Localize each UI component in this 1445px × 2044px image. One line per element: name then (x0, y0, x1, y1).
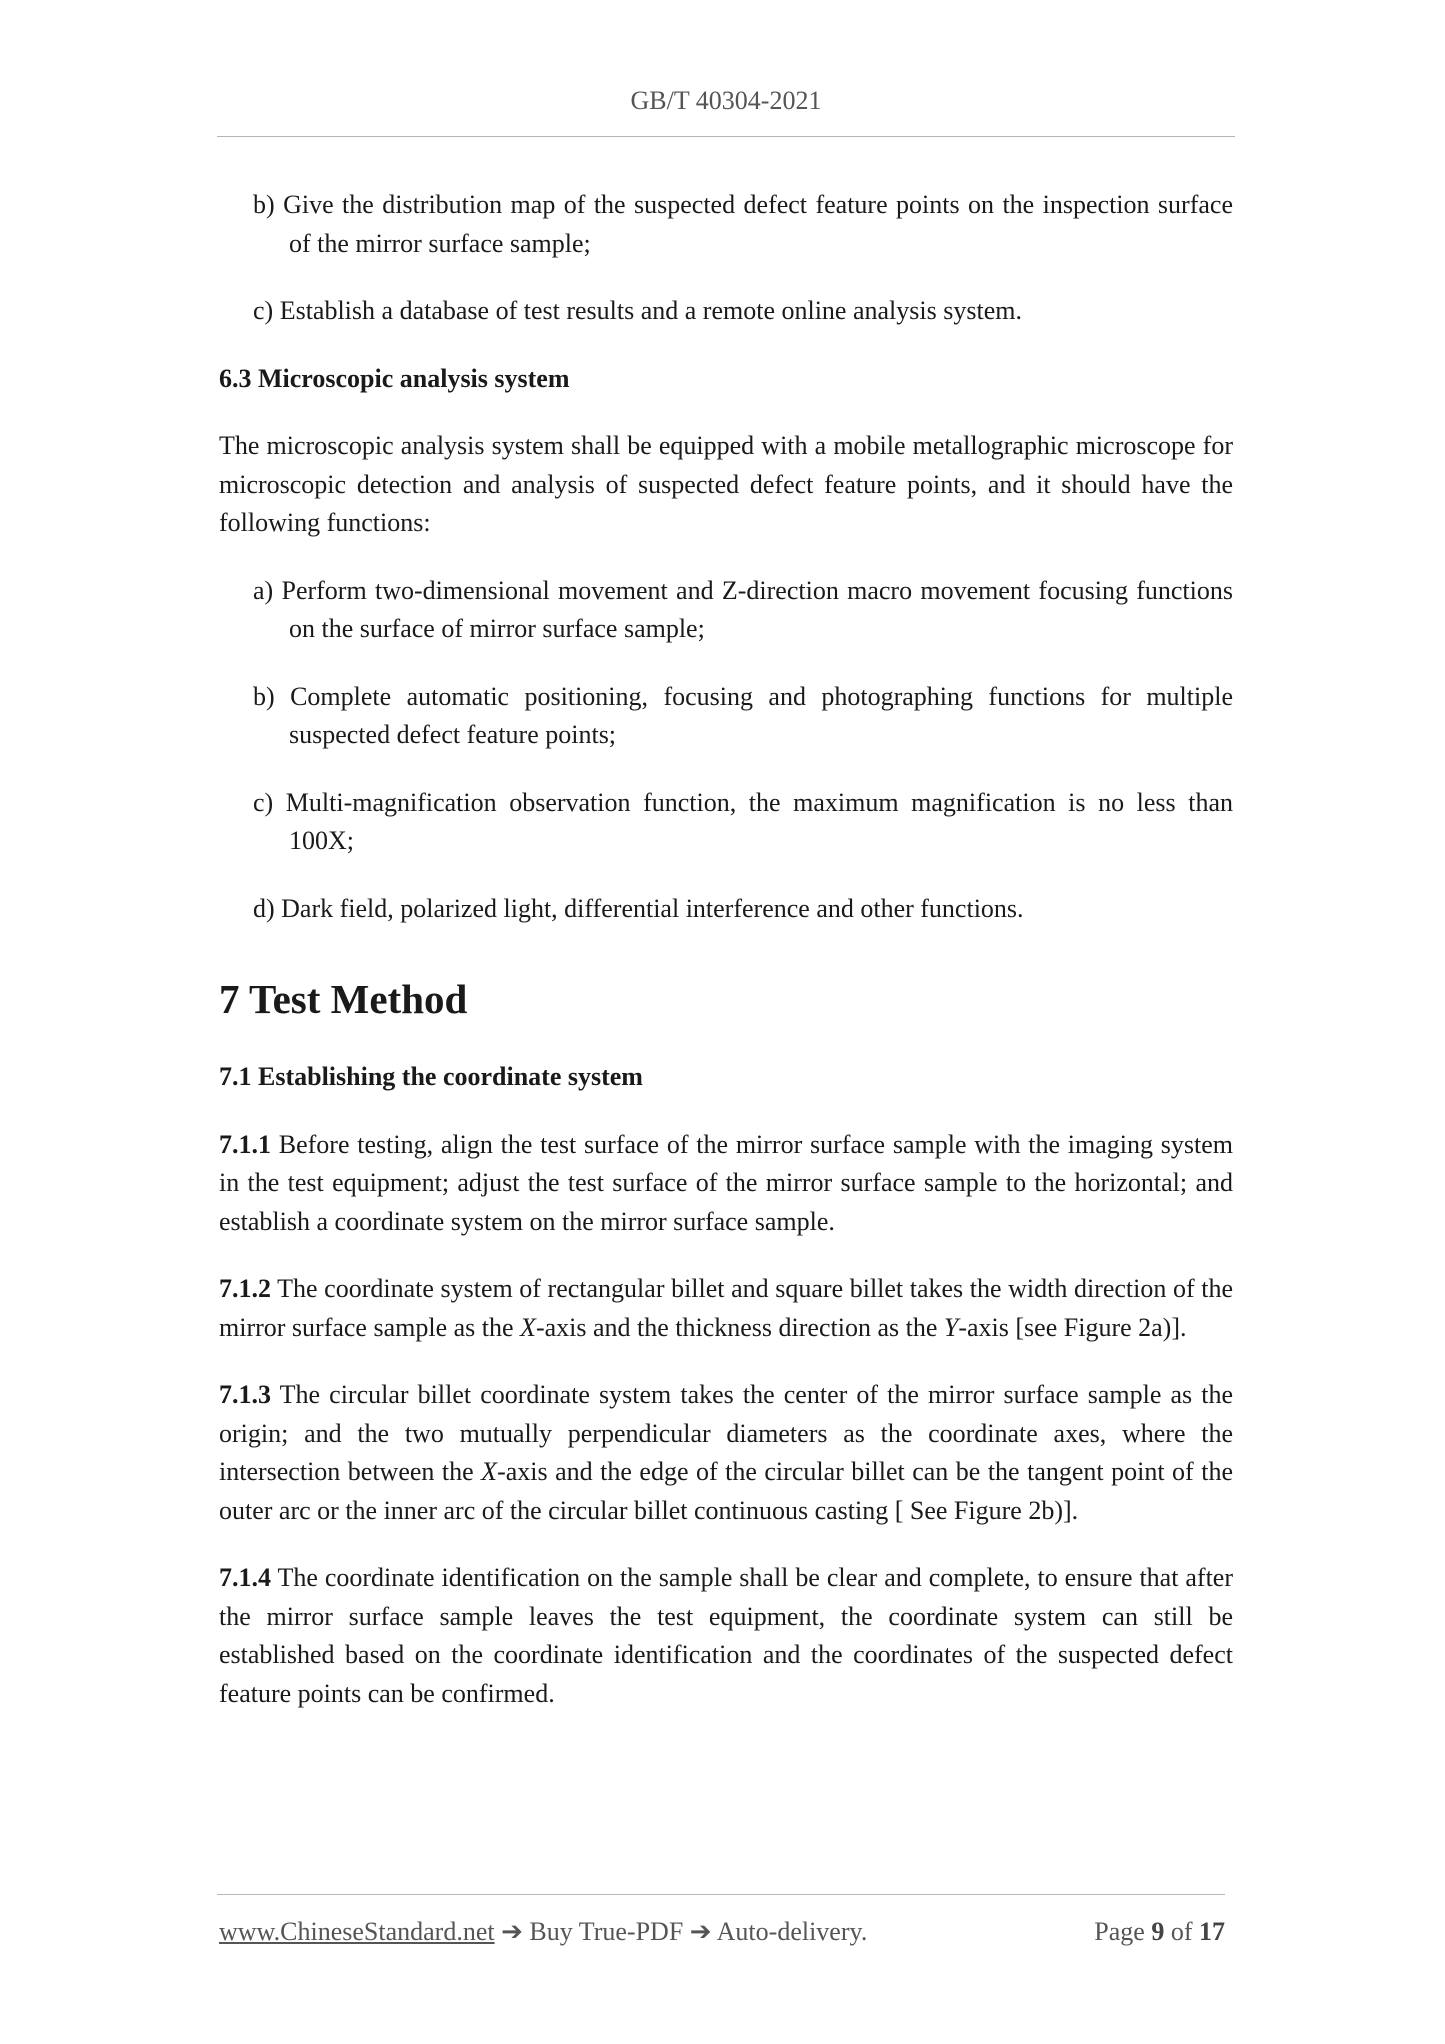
list-item: a) Perform two-dimensional movement and Z-direction macro movement focusing functions on the surface of mirror surface sample; (253, 575, 1233, 643)
clause-text: -axis and the thickness direction as the (535, 1312, 944, 1342)
list-item: b) Complete automatic positioning, focusing and photographing functions for multiple suspected defect feature points; (253, 681, 1233, 749)
page-label: Page (1094, 1917, 1152, 1946)
clause-text: The coordinate identification on the sample shall be clear and complete, to ensure that after the mirror surface sample leaves the test equipment, the coordinate system can still be established based on the coordinate identification and the coordinates of the suspected defect feature points can be confirmed. (219, 1563, 1233, 1708)
of-label: of (1164, 1917, 1199, 1946)
axis-symbol-x: X (481, 1457, 498, 1486)
paragraph-6-3-intro: The microscopic analysis system shall be equipped with a mobile metallographic microscope for microscopic detection and analysis of suspected defect feature points, and it should have the following functions: (219, 431, 1233, 537)
axis-symbol-x: X (520, 1312, 536, 1342)
footer-promo (219, 1917, 867, 1947)
page-content (219, 186, 1233, 1713)
paragraph-7-1-3 (219, 1376, 1233, 1530)
clause-number: 7.1.4 (219, 1563, 271, 1592)
arrow-right-icon: ➔ (501, 1917, 523, 1946)
auto-delivery-text: Auto-delivery. (711, 1917, 868, 1946)
page-total: 17 (1199, 1917, 1225, 1946)
list-item: d) Dark field, polarized light, differential interference and other functions. (253, 893, 1024, 923)
document-id: GB/T 40304-2021 (630, 86, 822, 115)
list-item: b) Give the distribution map of the suspected defect feature points on the inspection surface of the mirror surface sample; (253, 190, 1233, 258)
paragraph-7-1-4 (219, 1559, 1233, 1713)
list-item: c) Establish a database of test results and a remote online analysis system. (253, 296, 1022, 325)
list-item: c) Multi-magnification observation function, the maximum magnification is no less than 100X; (253, 787, 1233, 855)
buy-pdf-text: Buy True-PDF (522, 1917, 690, 1946)
section-heading-6-3: 6.3 Microscopic analysis system (219, 363, 570, 393)
page-header (217, 86, 1235, 137)
clause-number: 7.1.1 (219, 1129, 271, 1159)
clause-number: 7.1.2 (219, 1274, 271, 1303)
arrow-right-icon: ➔ (689, 1917, 712, 1946)
clause-text: -axis [see Figure 2a)]. (958, 1312, 1187, 1342)
page-number (1094, 1917, 1225, 1947)
page-current: 9 (1151, 1917, 1165, 1946)
paragraph-7-1-2 (219, 1270, 1233, 1347)
clause-text: -axis and the edge of the circular billet can be the tangent point of the outer arc or the inner arc of the circular billet continuous casting [ See Figure 2b)]. (219, 1457, 1233, 1525)
clause-number: 7.1.3 (219, 1380, 271, 1409)
website-link[interactable]: www.ChineseStandard.net (219, 1917, 495, 1946)
clause-text: Before testing, align the test surface of the mirror surface sample with the imaging system in the test equipment; adjust the test surface of the mirror surface sample to the horizontal; and establish a coordinate system on the mirror surface sample. (219, 1129, 1233, 1236)
page-footer (217, 1894, 1225, 1955)
paragraph-7-1-1 (219, 1126, 1233, 1242)
clause-text: The coordinate system of rectangular billet and square billet takes the width direction of the mirror surface sample as the (219, 1274, 1233, 1342)
axis-symbol-y: Y (943, 1312, 959, 1342)
section-heading-7-1: 7.1 Establishing the coordinate system (219, 1062, 643, 1091)
chapter-heading-7: 7 Test Method (219, 976, 468, 1022)
clause-text: The circular billet coordinate system takes the center of the mirror surface sample as the origin; and the two mutually perpendicular diameters as the coordinate axes, where the intersection between the (219, 1380, 1233, 1486)
